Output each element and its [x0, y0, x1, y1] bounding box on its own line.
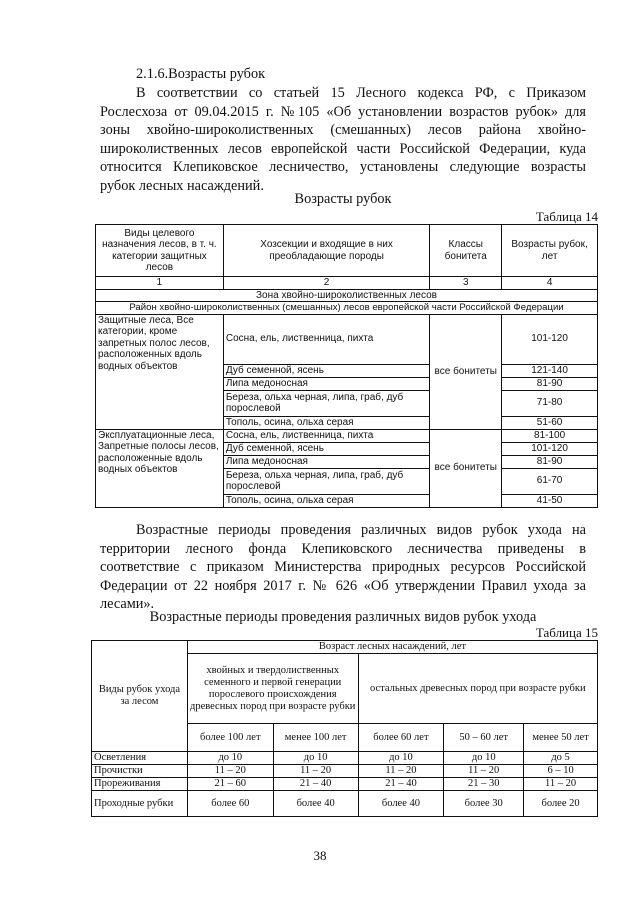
t15-cell: до 10: [273, 752, 358, 765]
para2-line: лесами».: [100, 596, 155, 613]
t14-species: Липа медоносная: [223, 377, 429, 390]
t14-species: Сосна, ель, лиственница, пихта: [223, 314, 429, 364]
para1-line: В соответствии со статьей 15 Лесного кодекса РФ, с Приказом: [136, 85, 586, 101]
t15-cell: до 10: [187, 752, 273, 765]
t15-cell: 21 – 60: [187, 778, 273, 791]
page-number: 38: [313, 848, 327, 863]
t15-cell: более 40: [273, 791, 358, 817]
t14-age: 101-120: [502, 442, 598, 455]
t14-colnum: 1: [96, 277, 224, 290]
periods-paragraph: [100, 521, 586, 614]
t14-header-bonitet: Классы бонитета: [430, 225, 502, 277]
t14-zone: Зона хвойно-широколиственных лесов: [96, 289, 598, 302]
t15-cell: до 10: [444, 752, 524, 765]
t14-colnum: 4: [502, 277, 598, 290]
t14-species: Липа медоносная: [223, 455, 429, 468]
para1-line: зоны хвойно-широколиственных (смешанных) лесов района хвойно-: [100, 122, 586, 139]
t14-category: Эксплуатационные леса, Запретные полосы лесов, расположенные вдоль водных объектов: [96, 429, 224, 507]
table15-title: Возрастные периоды проведения различных видов рубок ухода: [149, 609, 537, 625]
para2-line: соответствие с приказом Министерства природных ресурсов Российской: [100, 559, 586, 576]
t14-species: Дуб семенной, ясень: [223, 442, 429, 455]
t15-cell: 6 – 10: [524, 765, 598, 778]
t14-age: 81-90: [502, 455, 598, 468]
t15-cell: до 5: [524, 752, 598, 765]
t15-cell: более 30: [444, 791, 524, 817]
t15-row-name: Прочистки: [92, 765, 188, 778]
t15-row-name: Осветления: [92, 752, 188, 765]
para1-line: рубок лесных насаждений.: [100, 177, 264, 194]
t15-row-name: Прореживания: [92, 778, 188, 791]
t14-age: 81-90: [502, 377, 598, 390]
t15-cell: 11 – 20: [444, 765, 524, 778]
t14-species: Дуб семенной, ясень: [223, 364, 429, 377]
t15-cell: 21 – 40: [358, 778, 444, 791]
para2-line: Возрастные периоды проведения различных видов рубок ухода на: [136, 522, 586, 538]
t15-sub-header: более 100 лет: [187, 724, 273, 752]
t14-species: Береза, ольха черная, липа, граб, дуб порослевой: [223, 468, 429, 494]
t15-cell: более 40: [358, 791, 444, 817]
t15-cell: более 20: [524, 791, 598, 817]
t14-category: Защитные леса, Все категории, кроме запретных полос лесов, расположенных вдоль водных объектов: [96, 314, 224, 429]
t15-group2-header: остальных древесных пород при возрасте рубки: [358, 654, 597, 724]
t14-age: 121-140: [502, 364, 598, 377]
t14-age: 71-80: [502, 390, 598, 416]
t15-group1-header: хвойных и твердолиственных семенного и первой генерации порослевого происхождения древесных пород при возрасте рубки: [187, 654, 358, 724]
t15-cell: 21 – 40: [273, 778, 358, 791]
table14-label: Таблица 14: [535, 209, 598, 224]
t15-col1-header: Виды рубок ухода за лесом: [92, 641, 188, 752]
table15-label: Таблица 15: [535, 625, 598, 640]
t14-bonitet: все бонитеты: [430, 429, 502, 507]
section-heading: 2.1.6.Возрасты рубок: [136, 66, 266, 82]
t14-species: Береза, ольха черная, липа, граб, дуб порослевой: [223, 390, 429, 416]
t14-header-species: Хозсекции и входящие в них преобладающие породы: [223, 225, 429, 277]
t14-age: 51-60: [502, 416, 598, 429]
t15-sub-header: менее 100 лет: [273, 724, 358, 752]
t14-age: 101-120: [502, 314, 598, 364]
para2-line: территории лесного фонда Клепиковского лесничества приведены в: [100, 540, 586, 557]
table-15: [91, 640, 598, 817]
t14-species: Сосна, ель, лиственница, пихта: [223, 429, 429, 442]
t15-row-name: Проходные рубки: [92, 791, 188, 817]
t15-sub-header: более 60 лет: [358, 724, 444, 752]
table-14: [95, 224, 598, 508]
t15-cell: 11 – 20: [524, 778, 598, 791]
t14-header-age: Возрасты рубок, лет: [502, 225, 598, 277]
t14-age: 41-50: [502, 494, 598, 507]
t15-cell: 11 – 20: [273, 765, 358, 778]
t14-colnum: 2: [223, 277, 429, 290]
t15-sub-header: менее 50 лет: [524, 724, 598, 752]
t14-age: 81-100: [502, 429, 598, 442]
t14-bonitet: все бонитеты: [430, 314, 502, 429]
t15-sub-header: 50 – 60 лет: [444, 724, 524, 752]
para2-line: Федерации от 22 ноября 2017 г. № 626 «Об утверждении Правил ухода за: [100, 577, 586, 594]
t15-cell: 11 – 20: [187, 765, 273, 778]
t14-species: Тополь, осина, ольха серая: [223, 416, 429, 429]
t14-region: Район хвойно-широколиственных (смешанных) лесов европейской части Российской Федерации: [96, 302, 598, 315]
para1-line: широколиственных лесов европейской части Российской Федерации, куда: [100, 140, 586, 157]
para1-line: относится Клепиковское лесничество, установлены следующие возрасты: [100, 159, 586, 176]
t15-cell: 11 – 20: [358, 765, 444, 778]
t14-age: 61-70: [502, 468, 598, 494]
para1-line: Рослесхоза от 09.04.2015 г. №105 «Об установлении возрастов рубок» для: [100, 103, 586, 120]
t15-cell: до 10: [358, 752, 444, 765]
t15-age-header: Возраст лесных насаждений, лет: [187, 641, 597, 654]
t15-cell: 21 – 30: [444, 778, 524, 791]
t14-species: Тополь, осина, ольха серая: [223, 494, 429, 507]
t14-colnum: 3: [430, 277, 502, 290]
table14-title: Возрасты рубок: [294, 191, 392, 207]
t15-cell: более 60: [187, 791, 273, 817]
intro-paragraph: [100, 84, 586, 196]
t14-header-purpose: Виды целевого назначения лесов, в т. ч. категории защитных лесов: [96, 225, 224, 277]
